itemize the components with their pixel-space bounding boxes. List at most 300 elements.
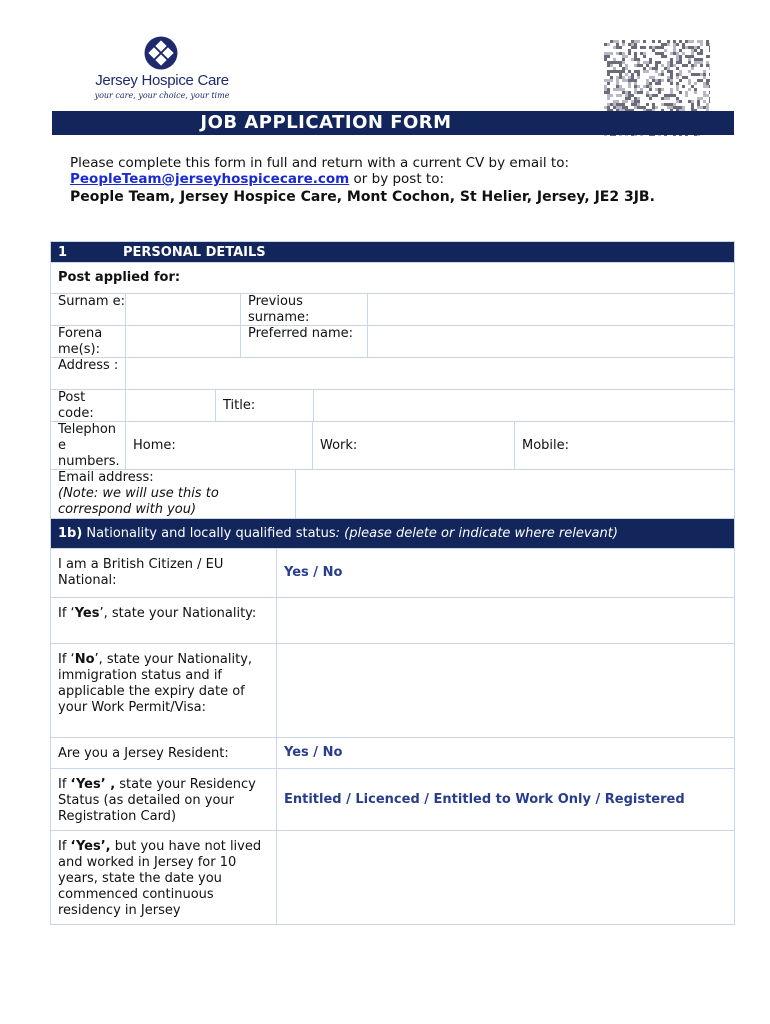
qr-module <box>610 76 613 79</box>
qr-module <box>631 58 634 61</box>
qr-module <box>664 43 667 46</box>
qr-module <box>679 73 682 76</box>
qr-module <box>658 61 661 64</box>
qr-module <box>652 79 655 82</box>
qr-module <box>673 103 676 106</box>
qr-module <box>691 103 694 106</box>
qr-module <box>652 106 655 109</box>
qr-module <box>646 91 649 94</box>
qr-module <box>691 52 694 55</box>
application-form <box>50 241 735 925</box>
qr-module <box>703 73 706 76</box>
question-text: Are you a Jersey Resident: <box>58 746 229 761</box>
qr-module <box>700 79 703 82</box>
qr-module <box>610 61 613 64</box>
qr-module <box>631 76 634 79</box>
qr-module <box>691 40 694 43</box>
qr-module <box>631 43 634 46</box>
qr-module <box>607 106 610 109</box>
qr-module <box>685 64 688 67</box>
question-text: If ‘ <box>58 606 75 621</box>
qr-module <box>667 97 670 100</box>
qr-module <box>700 58 703 61</box>
qr-module <box>604 85 607 88</box>
qr-module <box>688 46 691 49</box>
qr-module <box>661 43 664 46</box>
qr-module <box>625 97 628 100</box>
qr-module <box>622 76 625 79</box>
qr-module <box>697 58 700 61</box>
qr-module <box>628 85 631 88</box>
qr-module <box>691 55 694 58</box>
qr-module <box>646 70 649 73</box>
qr-module <box>643 40 646 43</box>
qr-module <box>691 67 694 70</box>
qr-module <box>706 55 709 58</box>
qr-module <box>655 106 658 109</box>
qr-module <box>691 100 694 103</box>
qr-module <box>694 91 697 94</box>
qr-module <box>700 73 703 76</box>
qr-module <box>658 82 661 85</box>
qr-module <box>634 46 637 49</box>
qr-module <box>607 52 610 55</box>
form-title: JOB APPLICATION FORM <box>200 112 452 133</box>
forenames-input[interactable] <box>126 326 241 358</box>
qr-module <box>706 43 709 46</box>
qr-module <box>625 79 628 82</box>
qr-module <box>652 76 655 79</box>
qr-module <box>694 58 697 61</box>
qr-module <box>667 103 670 106</box>
qr-module <box>622 52 625 55</box>
qr-module <box>649 61 652 64</box>
qr-module <box>709 79 710 82</box>
question-text: No <box>74 652 95 667</box>
qr-module <box>679 49 682 52</box>
qr-module <box>649 58 652 61</box>
qr-module <box>613 40 616 43</box>
nationality-answer[interactable]: Yes / No <box>277 738 735 769</box>
work-phone-field[interactable] <box>313 422 515 470</box>
nationality-answer[interactable]: Yes / No <box>277 549 735 598</box>
qr-module <box>604 91 607 94</box>
qr-module <box>667 106 670 109</box>
qr-module <box>658 46 661 49</box>
qr-module <box>706 40 709 43</box>
qr-module <box>685 76 688 79</box>
question-text: If <box>58 839 71 854</box>
qr-module <box>664 49 667 52</box>
qr-module <box>709 97 710 100</box>
surname-input[interactable] <box>126 294 241 326</box>
title-input[interactable] <box>314 390 735 422</box>
qr-module <box>646 82 649 85</box>
qr-module <box>688 70 691 73</box>
qr-module <box>697 97 700 100</box>
qr-module <box>634 43 637 46</box>
qr-module <box>694 61 697 64</box>
qr-module <box>628 97 631 100</box>
question-text: I am a British Citizen / EU National: <box>58 557 224 588</box>
qr-module <box>706 106 709 109</box>
qr-module <box>625 91 628 94</box>
qr-module <box>619 73 622 76</box>
qr-module <box>637 64 640 67</box>
qr-module <box>697 52 700 55</box>
preferred-name-label: Preferred name: <box>241 326 368 358</box>
qr-module <box>703 91 706 94</box>
qr-module <box>607 64 610 67</box>
qr-module <box>697 46 700 49</box>
qr-module <box>607 73 610 76</box>
qr-module <box>622 88 625 91</box>
qr-module <box>691 73 694 76</box>
qr-module <box>640 64 643 67</box>
qr-module <box>613 88 616 91</box>
qr-module <box>661 73 664 76</box>
qr-module <box>637 70 640 73</box>
qr-module <box>679 58 682 61</box>
qr-module <box>610 64 613 67</box>
qr-module <box>649 85 652 88</box>
question-text: Yes <box>74 606 100 621</box>
qr-module <box>607 82 610 85</box>
qr-module <box>619 88 622 91</box>
qr-module <box>616 103 619 106</box>
qr-module <box>706 82 709 85</box>
previous-surname-input[interactable] <box>368 294 735 326</box>
hospice-logo-icon <box>144 36 178 70</box>
qr-module <box>622 70 625 73</box>
qr-module <box>652 67 655 70</box>
qr-module <box>616 52 619 55</box>
qr-module <box>667 67 670 70</box>
qr-module <box>613 58 616 61</box>
qr-module <box>625 67 628 70</box>
qr-module <box>679 106 682 109</box>
qr-module <box>616 70 619 73</box>
qr-module <box>628 76 631 79</box>
qr-module <box>649 97 652 100</box>
qr-module <box>619 64 622 67</box>
section-1b-number: 1b) <box>58 526 83 541</box>
qr-module <box>607 103 610 106</box>
qr-module <box>682 46 685 49</box>
preferred-name-input[interactable] <box>368 326 735 358</box>
qr-module <box>670 91 673 94</box>
qr-module <box>613 61 616 64</box>
qr-module <box>643 61 646 64</box>
qr-module <box>634 79 637 82</box>
qr-module <box>646 85 649 88</box>
qr-module <box>622 40 625 43</box>
qr-module <box>700 43 703 46</box>
qr-module <box>676 67 679 70</box>
qr-module <box>625 100 628 103</box>
qr-module <box>697 61 700 64</box>
qr-module <box>613 70 616 73</box>
qr-module <box>640 52 643 55</box>
qr-module <box>616 46 619 49</box>
qr-module <box>667 40 670 43</box>
logo-tagline: your care, your choice, your time <box>94 91 230 100</box>
forenames-label: Forena me(s): <box>51 326 126 358</box>
qr-module <box>682 64 685 67</box>
qr-module <box>616 61 619 64</box>
qr-module <box>673 64 676 67</box>
qr-module <box>697 40 700 43</box>
qr-module <box>667 43 670 46</box>
qr-module <box>622 91 625 94</box>
question-text: ‘Yes’ , <box>70 777 116 792</box>
qr-module <box>619 61 622 64</box>
qr-module <box>670 82 673 85</box>
qr-module <box>616 106 619 109</box>
qr-module <box>619 76 622 79</box>
qr-module <box>634 100 637 103</box>
postcode-input[interactable] <box>126 390 216 422</box>
qr-module <box>634 97 637 100</box>
logo-name: Jersey Hospice Care <box>95 72 229 89</box>
qr-module <box>649 82 652 85</box>
qr-module <box>700 106 703 109</box>
qr-module <box>679 79 682 82</box>
qr-module <box>628 70 631 73</box>
qr-module <box>634 58 637 61</box>
post-applied-field[interactable] <box>51 263 735 294</box>
qr-module <box>658 73 661 76</box>
qr-module <box>709 67 710 70</box>
qr-module <box>676 73 679 76</box>
qr-module <box>622 67 625 70</box>
qr-module <box>664 94 667 97</box>
qr-module <box>661 55 664 58</box>
qr-module <box>619 46 622 49</box>
qr-module <box>637 40 640 43</box>
qr-module <box>643 55 646 58</box>
qr-module <box>703 85 706 88</box>
qr-module <box>691 46 694 49</box>
address-label: Address : <box>51 358 126 390</box>
qr-module <box>604 88 607 91</box>
nationality-answer[interactable]: Entitled / Licenced / Entitled to Work Only / Registered <box>277 769 735 831</box>
section-heading: PERSONAL DETAILS <box>123 245 266 260</box>
qr-module <box>622 43 625 46</box>
qr-module <box>703 70 706 73</box>
qr-module <box>670 103 673 106</box>
qr-module <box>670 52 673 55</box>
qr-module <box>643 67 646 70</box>
email-label-cell <box>51 470 296 519</box>
qr-module <box>655 64 658 67</box>
qr-module <box>607 88 610 91</box>
qr-module <box>652 49 655 52</box>
qr-module <box>694 73 697 76</box>
nationality-question <box>51 738 277 769</box>
qr-module <box>643 46 646 49</box>
qr-module <box>649 94 652 97</box>
qr-module <box>655 52 658 55</box>
qr-module <box>655 67 658 70</box>
nationality-question <box>51 769 277 831</box>
nationality-answer[interactable] <box>277 644 735 738</box>
qr-module <box>646 64 649 67</box>
qr-module <box>658 91 661 94</box>
qr-module <box>625 94 628 97</box>
qr-module <box>637 61 640 64</box>
intro-text <box>70 155 710 206</box>
qr-module <box>673 43 676 46</box>
qr-module <box>613 67 616 70</box>
qr-module <box>628 43 631 46</box>
qr-module <box>688 58 691 61</box>
qr-module <box>691 64 694 67</box>
qr-module <box>604 79 607 82</box>
qr-module <box>652 40 655 43</box>
qr-module <box>682 76 685 79</box>
qr-module <box>682 85 685 88</box>
qr-module <box>706 61 709 64</box>
qr-module <box>619 106 622 109</box>
address-input[interactable] <box>126 358 735 390</box>
qr-module <box>643 70 646 73</box>
qr-module <box>688 79 691 82</box>
qr-module <box>679 100 682 103</box>
qr-module <box>670 106 673 109</box>
qr-module <box>676 82 679 85</box>
qr-module <box>679 70 682 73</box>
qr-module <box>610 52 613 55</box>
qr-module <box>613 103 616 106</box>
qr-module <box>676 55 679 58</box>
qr-module <box>607 94 610 97</box>
qr-module <box>685 94 688 97</box>
qr-module <box>607 79 610 82</box>
qr-module <box>637 76 640 79</box>
email-input[interactable] <box>296 470 735 519</box>
qr-module <box>610 103 613 106</box>
qr-module <box>697 103 700 106</box>
qr-module <box>610 79 613 82</box>
qr-module <box>709 55 710 58</box>
qr-module <box>673 106 676 109</box>
question-text: If <box>58 777 71 792</box>
home-label: Home: <box>133 438 176 453</box>
qr-module <box>670 58 673 61</box>
qr-module <box>625 55 628 58</box>
qr-module <box>670 73 673 76</box>
qr-module <box>643 85 646 88</box>
question-text: ’, state your Nationality: <box>99 606 257 621</box>
mobile-phone-field[interactable] <box>515 422 735 470</box>
qr-module <box>643 106 646 109</box>
qr-module <box>700 61 703 64</box>
qr-module <box>649 88 652 91</box>
qr-module <box>646 79 649 82</box>
question-text: If ‘ <box>58 652 75 667</box>
qr-module <box>676 85 679 88</box>
email-link[interactable]: PeopleTeam@jerseyhospicecare.com <box>70 171 350 187</box>
qr-module <box>628 49 631 52</box>
qr-module <box>655 82 658 85</box>
section-1b-note: : (please delete or indicate where relevant) <box>335 526 618 541</box>
qr-module <box>679 55 682 58</box>
qr-module <box>655 88 658 91</box>
nationality-answer[interactable] <box>277 831 735 925</box>
qr-module <box>697 79 700 82</box>
qr-module <box>652 94 655 97</box>
qr-module <box>604 106 607 109</box>
qr-module <box>703 76 706 79</box>
qr-module <box>667 70 670 73</box>
qr-module <box>619 70 622 73</box>
qr-module <box>634 52 637 55</box>
qr-module <box>625 64 628 67</box>
qr-module <box>628 94 631 97</box>
qr-module <box>628 91 631 94</box>
qr-module <box>661 52 664 55</box>
qr-module <box>637 106 640 109</box>
qr-module <box>667 79 670 82</box>
nationality-answer[interactable] <box>277 598 735 644</box>
qr-module <box>634 64 637 67</box>
qr-module <box>676 76 679 79</box>
qr-module <box>685 55 688 58</box>
qr-module <box>610 40 613 43</box>
intro-after-email: or by post to: <box>349 171 445 187</box>
qr-module <box>691 49 694 52</box>
qr-module <box>667 76 670 79</box>
question-text: but you have not lived and worked in Jersey for 10 years, state the date you commenced continuous residency in Jersey <box>58 839 262 918</box>
qr-module <box>694 46 697 49</box>
qr-module <box>670 79 673 82</box>
qr-module <box>700 64 703 67</box>
qr-module <box>634 82 637 85</box>
section-1b-header <box>51 519 735 549</box>
qr-module <box>634 106 637 109</box>
post-address: People Team, Jersey Hospice Care, Mont Cochon, St Helier, Jersey, JE2 3JB. <box>70 189 655 205</box>
qr-module <box>706 64 709 67</box>
qr-module <box>658 40 661 43</box>
qr-module <box>616 85 619 88</box>
qr-module <box>649 67 652 70</box>
section-1b-heading: Nationality and locally qualified status <box>82 526 336 541</box>
qr-module <box>688 55 691 58</box>
qr-module <box>673 94 676 97</box>
qr-module <box>622 103 625 106</box>
qr-module <box>703 106 706 109</box>
question-text: ‘Yes’, <box>70 839 111 854</box>
telephone-label: Telephon e numbers. <box>51 422 126 470</box>
qr-module <box>616 100 619 103</box>
qr-module <box>670 70 673 73</box>
qr-module <box>655 46 658 49</box>
home-phone-field[interactable] <box>126 422 313 470</box>
qr-module <box>616 40 619 43</box>
qr-module <box>628 79 631 82</box>
nationality-question <box>51 644 277 738</box>
qr-module <box>634 91 637 94</box>
qr-module <box>646 61 649 64</box>
qr-module <box>631 94 634 97</box>
qr-module <box>685 40 688 43</box>
qr-module <box>649 76 652 79</box>
title-label: Title: <box>216 390 314 422</box>
qr-module <box>655 94 658 97</box>
qr-module <box>688 82 691 85</box>
qr-module <box>676 97 679 100</box>
